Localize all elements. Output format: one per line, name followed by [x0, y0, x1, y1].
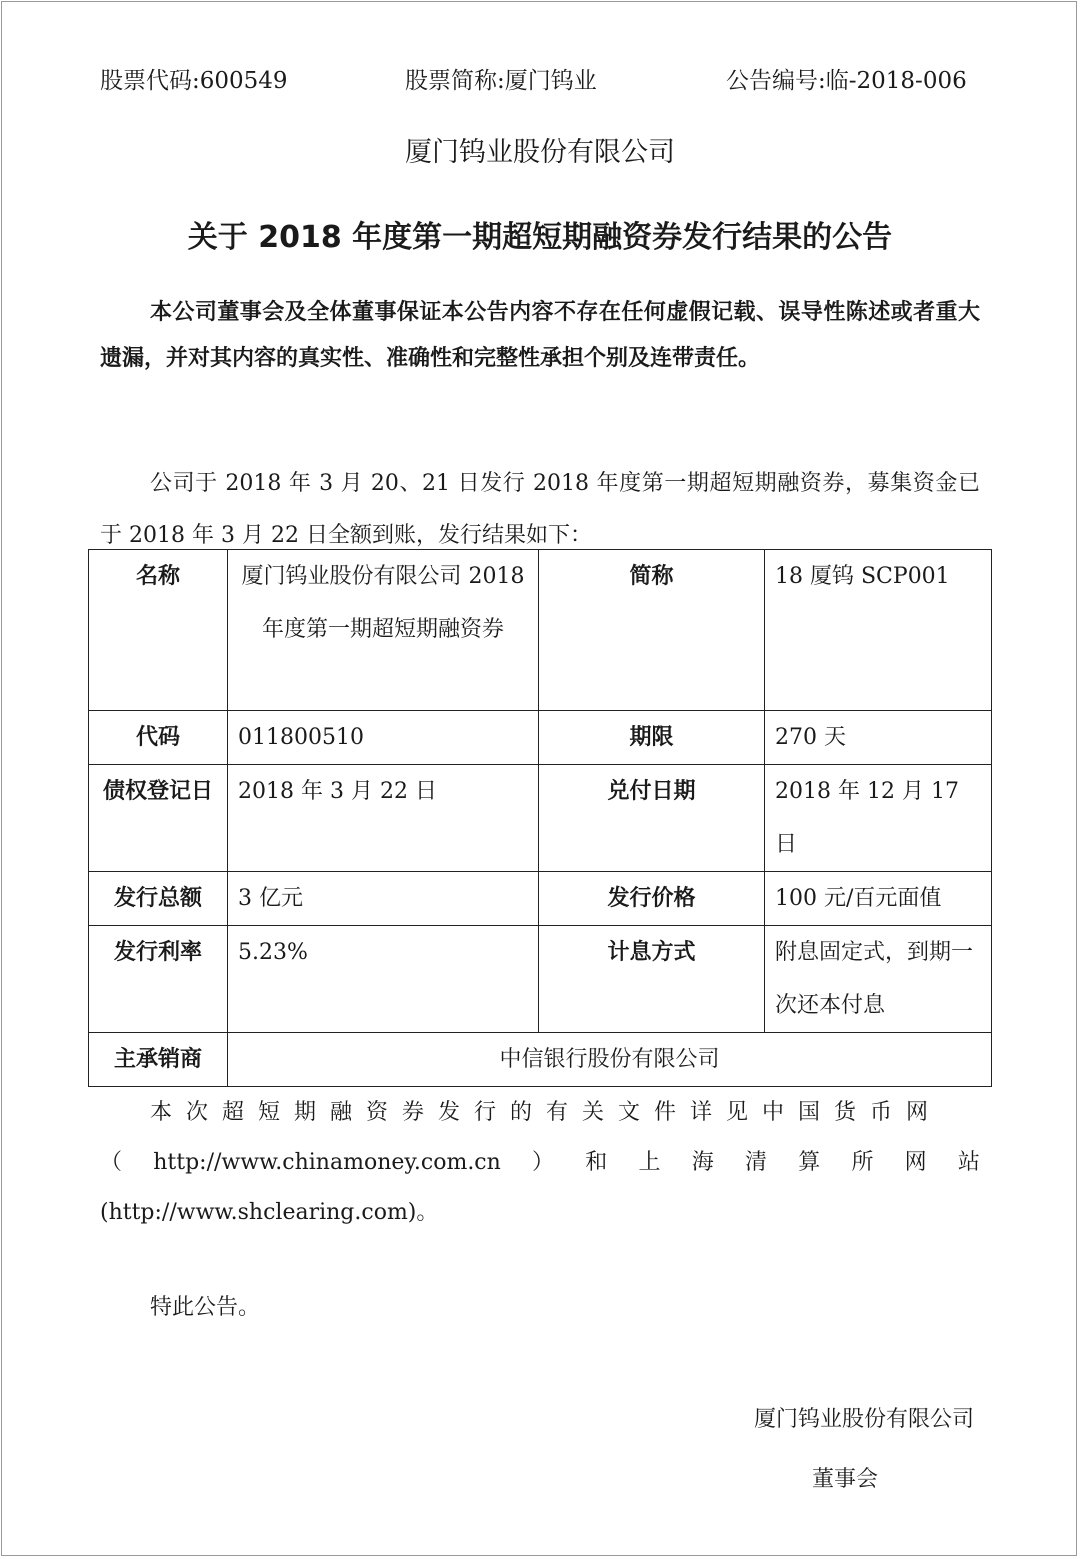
documents-line-2 [100, 1138, 980, 1188]
notice-number: 公告编号:临-2018-006 [726, 68, 967, 94]
documents-paragraph [100, 1088, 980, 1238]
text-char: 站 [957, 1150, 980, 1175]
registration-date-label: 债权登记日 [89, 765, 228, 872]
signature-company: 厦门钨业股份有限公司 [753, 1407, 974, 1432]
underwriter-label: 主承销商 [89, 1033, 228, 1087]
underwriter-value: 中信银行股份有限公司 [228, 1033, 992, 1087]
price-label: 发行价格 [539, 872, 765, 926]
stock-code: 股票代码:600549 [100, 68, 288, 94]
abbr-value: 18 厦钨 SCP001 [765, 550, 992, 711]
text-char: 清 [744, 1150, 767, 1175]
amount-value: 3 亿元 [228, 872, 539, 926]
amount-label: 发行总额 [89, 872, 228, 926]
issuance-paragraph: 公司于 2018 年 3 月 20、21 日发行 2018 年度第一期超短期融资券，募集资金已于 2018 年 3 月 22 日全额到账，发行结果如下： [100, 471, 980, 548]
name-label: 名称 [89, 550, 228, 711]
table-row [89, 926, 992, 1033]
term-label: 期限 [539, 711, 765, 765]
closing-remark: 特此公告。 [150, 1295, 261, 1320]
term-value: 270 天 [765, 711, 992, 765]
rate-value: 5.23% [228, 926, 539, 1033]
chinamoney-link[interactable]: http://www.chinamoney.com.cn [153, 1150, 501, 1175]
table-row [89, 765, 992, 872]
rate-label: 发行利率 [89, 926, 228, 1033]
board-statement: 本公司董事会及全体董事保证本公告内容不存在任何虚假记载、误导性陈述或者重大遗漏，并对其内容的真实性、准确性和完整性承担个别及连带责任。 [100, 300, 980, 371]
table-row [89, 1033, 992, 1087]
text-char: 海 [691, 1150, 714, 1175]
paren-open: （ [100, 1150, 123, 1175]
code-value: 011800510 [228, 711, 539, 765]
text-char: 所 [851, 1150, 874, 1175]
signature-board: 董事会 [812, 1467, 879, 1492]
abbr-label: 简称 [539, 550, 765, 711]
payment-date-value: 2018 年 12 月 17 日 [765, 765, 992, 872]
stock-abbreviation: 股票简称:厦门钨业 [405, 68, 597, 94]
text-char: 上 [638, 1150, 661, 1175]
document-title: 关于 2018 年度第一期超短期融资券发行结果的公告 [187, 220, 893, 255]
text-char: 网 [904, 1150, 927, 1175]
text-char: 和 [585, 1150, 608, 1175]
table-row [89, 872, 992, 926]
table-row [89, 711, 992, 765]
price-value: 100 元/百元面值 [765, 872, 992, 926]
payment-date-label: 兑付日期 [539, 765, 765, 872]
name-value: 厦门钨业股份有限公司 2018 年度第一期超短期融资券 [228, 550, 539, 711]
interest-method-label: 计息方式 [539, 926, 765, 1033]
documents-line-1: 本次超短期融资券发行的有关文件详见中国货币网 [150, 1100, 943, 1125]
code-label: 代码 [89, 711, 228, 765]
table-row [89, 550, 992, 711]
text-char: 算 [798, 1150, 821, 1175]
interest-method-value: 附息固定式，到期一次还本付息 [765, 926, 992, 1033]
paren-close: ） [532, 1150, 555, 1175]
registration-date-value: 2018 年 3 月 22 日 [228, 765, 539, 872]
issuance-result-table [88, 549, 992, 1087]
shclearing-link[interactable]: (http://www.shclearing.com)。 [100, 1200, 439, 1225]
company-title: 厦门钨业股份有限公司 [405, 137, 675, 168]
